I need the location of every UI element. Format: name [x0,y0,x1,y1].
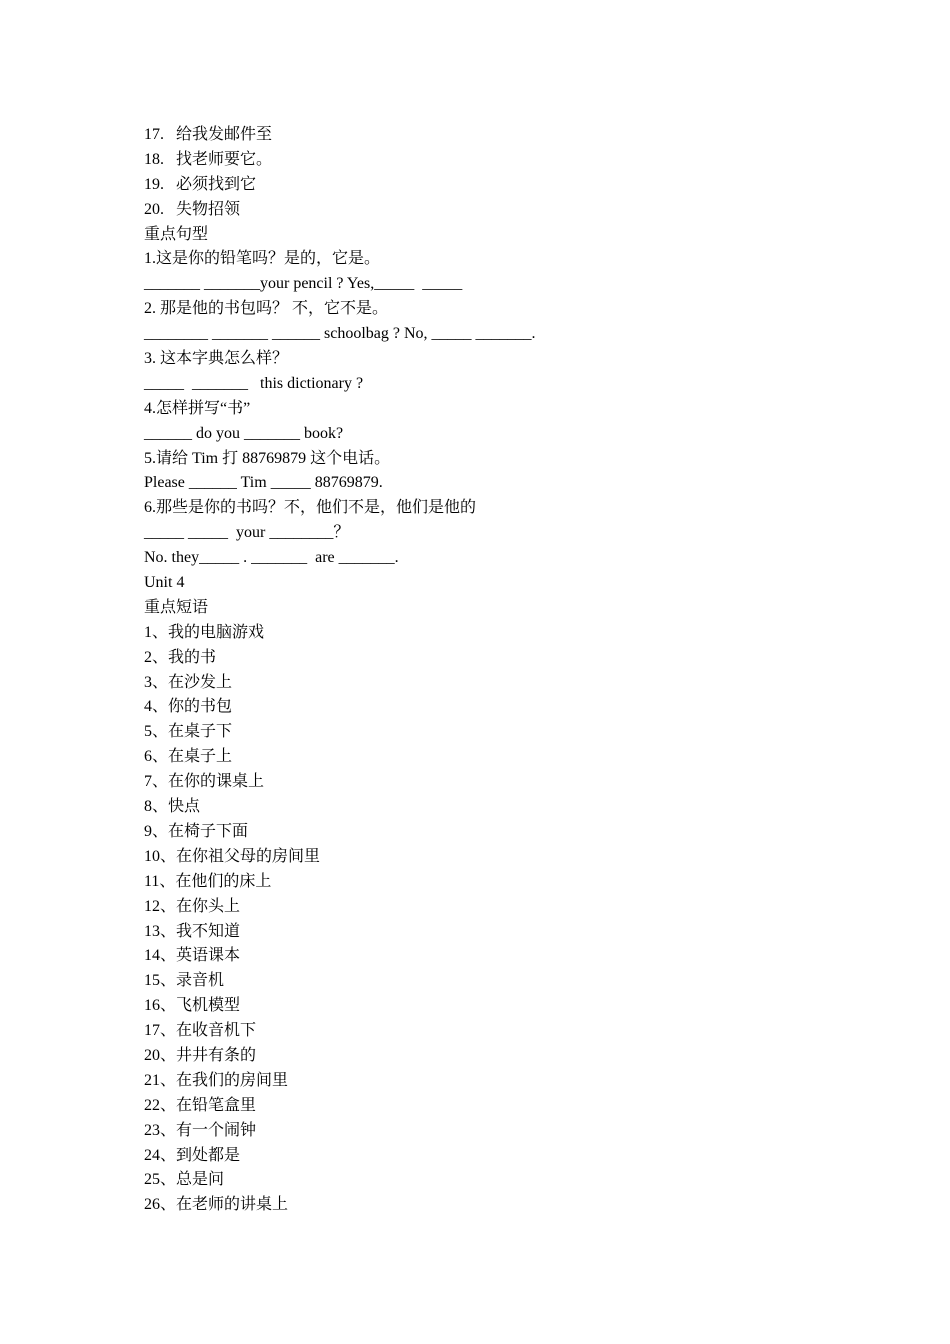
list-item: 13、我不知道 [144,922,241,940]
list-item: 17. 给我发邮件至 [144,126,273,143]
sentence-prompt: 3. 这本字典怎么样？ [144,350,289,368]
document-body [144,123,844,1218]
list-item: 26、在老师的讲桌上 [144,1196,289,1214]
list-item: 20. 失物招领 [144,200,241,218]
list-item: 7、在你的课桌上 [144,773,265,791]
fill-blank-line: Please ______ Tim _____ 88769879. [144,474,383,492]
fill-blank-line: ________ _______ ______ schoolbag ? No, _____ _______. [144,325,536,343]
list-item: 12、在你头上 [144,897,241,915]
section-heading-key-phrases: 重点短语 [144,598,209,616]
sentence-prompt: 6.那些是你的书吗？不，他们不是，他们是他的 [144,499,477,517]
list-item: 25、总是问 [144,1171,225,1189]
list-item: 14、英语课本 [144,947,241,965]
sentence-prompt: 5.请给 Tim 打 88769879 这个电话。 [144,449,391,467]
fill-blank-line: _____ _______ this dictionary ? [144,374,364,392]
list-item: 5、在桌子下 [144,723,233,741]
list-item: 20、井井有条的 [144,1046,257,1064]
sentence-prompt: 4.怎样拼写“书” [144,399,251,417]
list-item: 4、你的书包 [144,698,233,716]
list-item: 22、在铅笔盒里 [144,1096,257,1114]
list-item: 1、我的电脑游戏 [144,623,265,641]
list-item: 16、飞机模型 [144,997,241,1015]
list-item: 2、我的书 [144,648,217,666]
list-item: 21、在我们的房间里 [144,1071,289,1089]
list-item: 24、到处都是 [144,1146,241,1164]
list-item: 18. 找老师要它。 [144,150,273,168]
list-item: 19. 必须找到它 [144,175,257,193]
unit-heading: Unit 4 [144,574,185,592]
section-heading-key-sentences: 重点句型 [144,225,209,243]
list-item: 8、快点 [144,798,201,816]
fill-blank-line: _______ _______your pencil ? Yes,_____ _____ [144,275,463,293]
fill-blank-line: ______ do you _______ book? [144,424,344,442]
sentence-prompt: 1.这是你的铅笔吗？是的，它是。 [144,250,381,268]
fill-blank-line: _____ _____ your ________？ [144,524,350,542]
list-item: 15、录音机 [144,972,225,990]
sentence-prompt: 2. 那是他的书包吗？ 不，它不是。 [144,300,389,318]
list-item: 10、在你祖父母的房间里 [144,847,321,865]
list-item: 11、在他们的床上 [144,872,272,890]
list-item: 6、在桌子上 [144,748,233,766]
list-item: 17、在收音机下 [144,1022,257,1040]
list-item: 9、在椅子下面 [144,822,249,840]
list-item: 23、有一个闹钟 [144,1121,257,1139]
list-item: 3、在沙发上 [144,673,233,691]
fill-blank-line: No. they_____ . _______ are _______. [144,549,399,567]
